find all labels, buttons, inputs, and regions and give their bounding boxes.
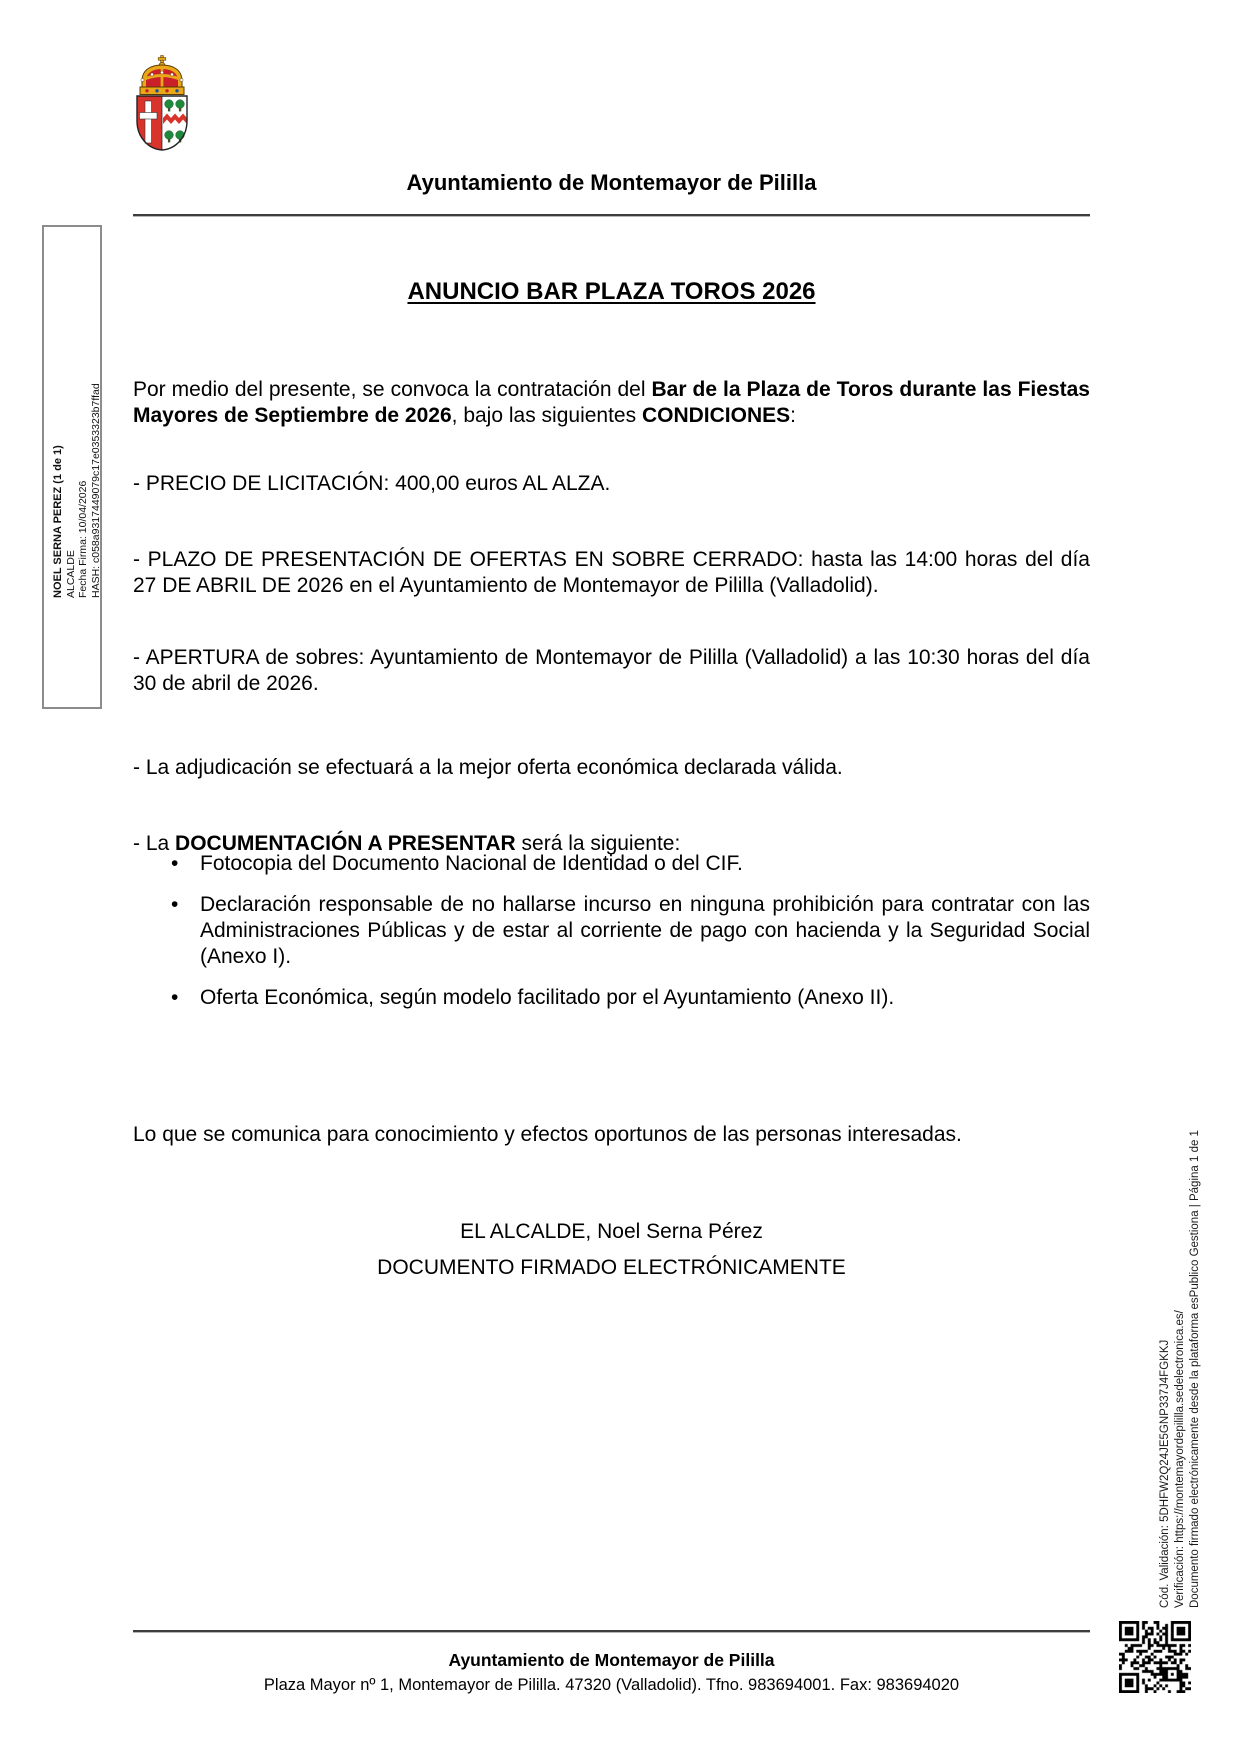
list-item: [133, 851, 1090, 877]
documentation-paragraph: - La DOCUMENTACIÓN A PRESENTAR será la siguiente:: [133, 832, 681, 855]
footer-divider: [133, 1630, 1090, 1633]
footer-municipality-title: Ayuntamiento de Montemayor de Pililla: [448, 1650, 775, 1670]
signature-line: EL ALCALDE, Noel Serna Pérez: [460, 1220, 763, 1243]
signature-hash: HASH: c058a9317449079c17e0353323b7ffad: [89, 383, 102, 598]
bullet-icon: •: [171, 986, 179, 1009]
validation-stamp-text: [1158, 958, 1204, 1608]
signer-role: ALCALDE: [64, 550, 77, 598]
platform-note: Documento firmado electrónicamente desde la plataforma esPublico Gestiona | Página 1 de 1: [1189, 1130, 1201, 1608]
list-item-text: Oferta Económica, según modelo facilitado por el Ayuntamiento (Anexo II).: [200, 986, 895, 1009]
verification-url: Verificación: https://montemayordepililla.sedelectronica.es/: [1174, 1310, 1186, 1608]
verification-qr-code-icon: [1119, 1621, 1191, 1693]
list-item: [133, 892, 1090, 970]
signed-electronically-line: DOCUMENTO FIRMADO ELECTRÓNICAMENTE: [377, 1256, 846, 1279]
bullet-icon: •: [171, 893, 179, 916]
footer-address-line: Plaza Mayor nº 1, Montemayor de Pililla. 47320 (Valladolid). Tfno. 983694001. Fax: 983694020: [263, 1676, 960, 1694]
signature-block: [133, 1219, 1090, 1281]
documentation-list: [133, 851, 1090, 1011]
page-title: ANUNCIO BAR PLAZA TOROS 2026: [407, 278, 816, 305]
header-municipality-title: Ayuntamiento de Montemayor de Pililla: [406, 170, 817, 195]
list-item: [133, 985, 1090, 1011]
list-item-text: Declaración responsable de no hallarse incurso en ninguna prohibición para contratar con las Administraciones Públicas y de estar al corriente de pago con hacienda y la Seguridad Social (Anexo I).: [200, 893, 1090, 968]
list-item-text: Fotocopia del Documento Nacional de Identidad o del CIF.: [200, 852, 743, 875]
header-divider: [133, 214, 1090, 217]
validation-code: Cód. Validación: 5DHFW2Q24JE5GNP337J4FGKKJ: [1159, 1339, 1171, 1608]
municipal-coat-of-arms-icon: [130, 55, 194, 153]
signature-stamp-text: [52, 298, 104, 598]
price-paragraph: - PRECIO DE LICITACIÓN: 400,00 euros AL ALZA.: [133, 472, 611, 495]
signature-date: Fecha Firma: 10/04/2026: [77, 480, 89, 598]
signer-name: NOEL SERNA PEREZ (1 de 1): [52, 445, 64, 598]
opening-paragraph: - APERTURA de sobres: Ayuntamiento de Montemayor de Pililla (Valladolid) a las 10:30 horas del día 30 de abril de 2026.: [133, 646, 1090, 695]
deadline-paragraph: - PLAZO DE PRESENTACIÓN DE OFERTAS EN SOBRE CERRADO: hasta las 14:00 horas del día 27 DE ABRIL DE 2026 en el Ayuntamiento de Montemayor de Pililla (Valladolid).: [133, 548, 1090, 597]
closing-paragraph: Lo que se comunica para conocimiento y efectos oportunos de las personas interesadas.: [133, 1123, 962, 1146]
award-paragraph: - La adjudicación se efectuará a la mejor oferta económica declarada válida.: [133, 756, 843, 779]
bullet-icon: •: [171, 852, 179, 875]
intro-paragraph: Por medio del presente, se convoca la contratación del Bar de la Plaza de Toros durante las Fiestas Mayores de Septiembre de 2026, bajo las siguientes CONDICIONES:: [133, 378, 1090, 427]
